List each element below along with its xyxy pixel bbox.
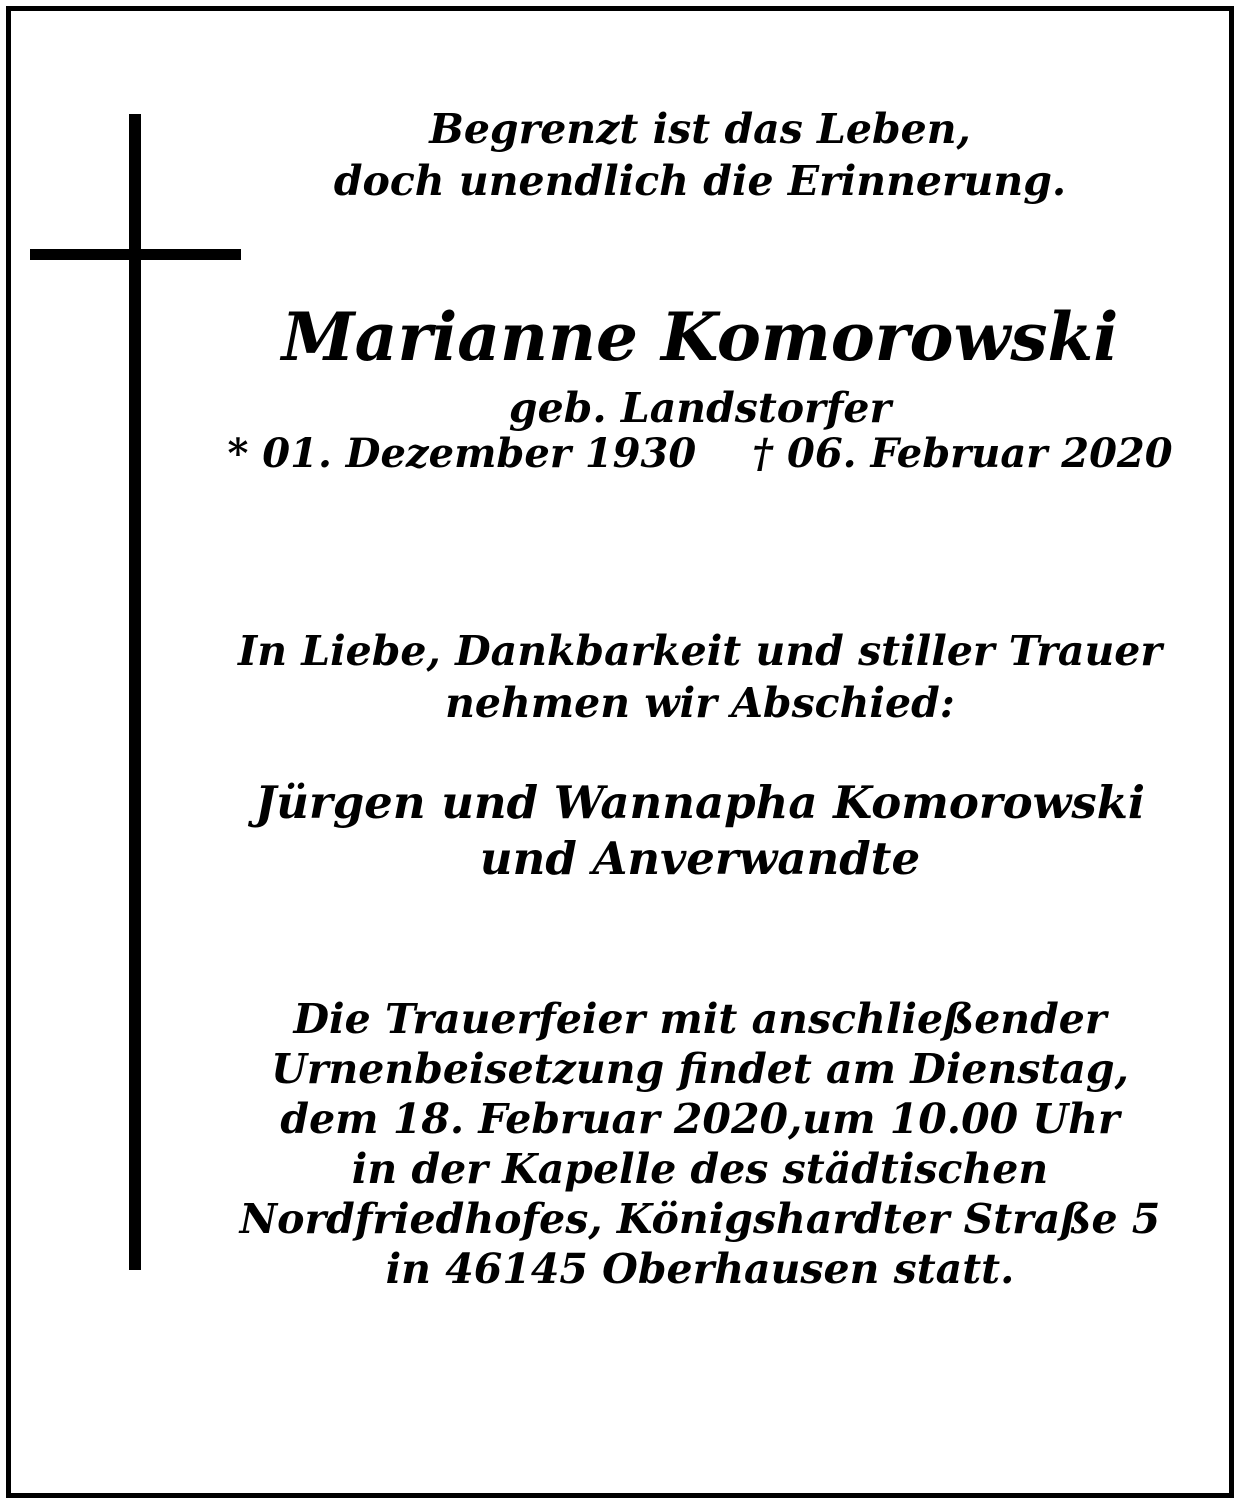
birth-date: * 01. Dezember 1930 — [227, 430, 697, 477]
motto — [150, 103, 1236, 207]
family-line-1: Jürgen und Wannapha Komorowski — [255, 776, 1145, 829]
service-line-3: dem 18. Februar 2020,um 10.00 Uhr — [280, 1095, 1120, 1143]
life-dates — [150, 430, 1236, 478]
death-date: † 06. Februar 2020 — [752, 430, 1173, 477]
service-details — [150, 994, 1236, 1294]
service-line-5: Nordfriedhofes, Königshardter Straße 5 — [239, 1195, 1161, 1243]
deceased-name: Marianne Komorowski — [281, 298, 1119, 376]
family-names — [150, 775, 1236, 887]
motto-line-2: doch unendlich die Erinnerung. — [333, 157, 1067, 205]
motto-line-1: Begrenzt ist das Leben, — [429, 105, 971, 153]
mourning-statement — [150, 625, 1236, 729]
mourning-line-2: nehmen wir Abschied: — [445, 679, 955, 727]
cross-icon-horizontal-bar — [30, 249, 241, 260]
service-line-1: Die Trauerfeier mit anschließender — [293, 995, 1107, 1043]
birth-name: geb. Landstorfer — [508, 384, 892, 432]
service-line-2: Urnenbeisetzung findet am Dienstag, — [271, 1045, 1129, 1093]
family-line-2: und Anverwandte — [479, 832, 921, 885]
cross-icon-vertical-bar — [129, 114, 141, 1270]
service-line-6: in 46145 Oberhausen statt. — [385, 1245, 1015, 1293]
service-line-4: in der Kapelle des städtischen — [351, 1145, 1049, 1193]
mourning-line-1: In Liebe, Dankbarkeit und stiller Trauer — [238, 627, 1162, 675]
